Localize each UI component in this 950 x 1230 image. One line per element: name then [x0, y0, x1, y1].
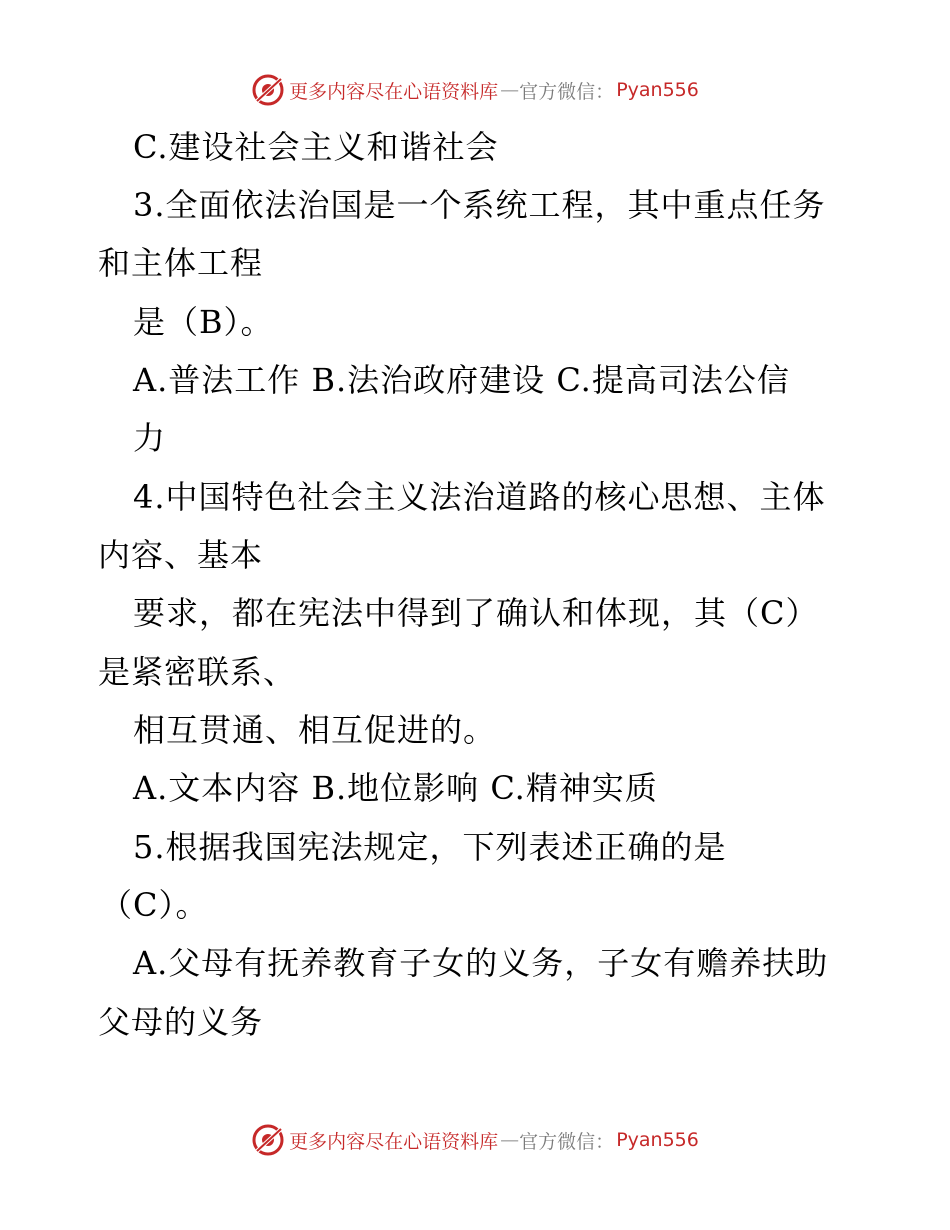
- logo-icon: [251, 73, 285, 107]
- text-line: 是紧密联系、: [98, 653, 297, 691]
- text-line: A.父母有抚养教育子女的义务，子女有赡养扶助: [133, 944, 829, 982]
- logo-icon: [251, 1123, 285, 1157]
- banner-wechat-id: Pyan556: [616, 79, 699, 101]
- text-line: 内容、基本: [98, 536, 264, 574]
- banner-separator: —: [500, 79, 520, 101]
- banner-text: 更多内容尽在心语资料库: [289, 80, 499, 103]
- text-line: 父母的义务: [98, 1003, 264, 1041]
- banner-wechat-id: Pyan556: [616, 1129, 699, 1151]
- footer-watermark-banner: [0, 1120, 950, 1160]
- text-line: 相互贯通、相互促进的。: [133, 711, 497, 749]
- text-line: A.普法工作 B.法治政府建设 C.提高司法公信: [133, 361, 790, 399]
- banner-separator: —: [500, 1129, 520, 1151]
- text-line: 是（B）。: [133, 303, 274, 341]
- text-line: C.建设社会主义和谐社会: [133, 128, 499, 166]
- text-line: 要求，都在宪法中得到了确认和体现，其（C）: [133, 594, 819, 632]
- header-watermark-banner: [0, 70, 950, 110]
- text-line: A.文本内容 B.地位影响 C.精神实质: [133, 769, 658, 807]
- text-line: 和主体工程: [98, 244, 264, 282]
- text-line: （C）。: [100, 886, 209, 924]
- banner-wechat-label: 官方微信：: [519, 80, 615, 103]
- text-line: 力: [133, 419, 167, 457]
- banner-wechat-label: 官方微信：: [519, 1130, 615, 1153]
- text-line: 3.全面依法治国是一个系统工程，其中重点任务: [133, 186, 826, 224]
- text-line: 4.中国特色社会主义法治道路的核心思想、主体: [133, 478, 826, 516]
- text-line: 5.根据我国宪法规定，下列表述正确的是: [133, 828, 727, 866]
- banner-text: 更多内容尽在心语资料库: [289, 1130, 499, 1153]
